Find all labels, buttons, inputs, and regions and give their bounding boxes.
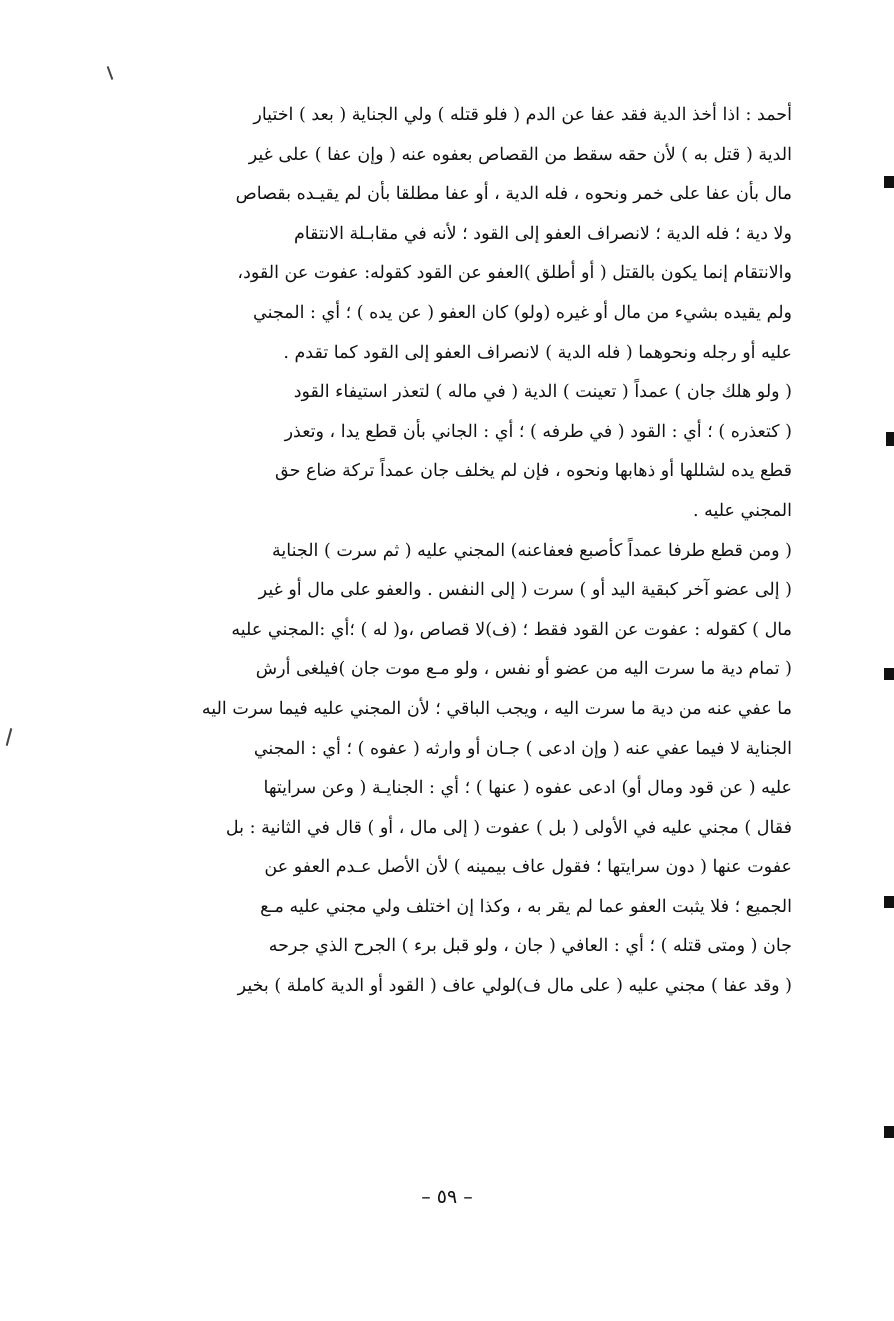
text-line: ولا دية ؛ فله الدية ؛ لانصراف العفو إلى القود ؛ لأنه في مقابـلة الانتقام [293, 223, 792, 244]
text-line: ( تمام دية ما سرت اليه من عضو أو نفس ، ولو مـع موت جان )فيلغى أرش [255, 659, 792, 680]
body-text [110, 96, 792, 1007]
text-line: ( كتعذره ) ؛ أي : القود ( في طرفه ) ؛ أي : الجاني بأن قطع يدا ، وتعذر [284, 421, 792, 442]
text-line: الجناية لا فيما عفي عنه ( وإن ادعى ) جـان أو وارثه ( عفوه ) ؛ أي : المجني [253, 738, 792, 759]
margin-mark [884, 668, 894, 680]
text-line: المجني عليه . [692, 500, 792, 521]
text-line: عفوت عنها ( دون سرايتها ؛ فقول عاف بيمينه ) لأن الأصل عـدم العفو عن [264, 857, 792, 878]
margin-mark [884, 1126, 894, 1138]
text-line: عليه ( عن قود ومال أو) ادعى عفوه ( عنها ) ؛ أي : الجنايـة ( وعن سرايتها [263, 778, 792, 799]
text-line: عليه أو رجله ونحوهما ( فله الدية ) لانصراف العفو إلى القود كما تقدم . [283, 342, 792, 363]
text-line: مال بأن عفا على خمر ونحوه ، فله الدية ، أو عفا مطلقا بأن لم يقيـده بقصاص [235, 184, 792, 205]
text-line: الجميع ؛ فلا يثبت العفو عما لم يقر به ، وكذا إن اختلف ولي مجني عليه مـع [260, 896, 792, 917]
text-line: ( وقد عفا ) مجني عليه ( على مال ف)لولي عاف ( القود أو الدية كاملة ) بخير [237, 976, 792, 997]
text-line: والانتقام إنما يكون بالقتل ( أو أطلق )العفو عن القود كقوله: عفوت عن القود، [237, 263, 792, 284]
text-line: أحمد : اذا أخذ الدية فقد عفا عن الدم ( فلو قتله ) ولي الجناية ( بعد ) اختيار [253, 105, 792, 125]
margin-mark [886, 432, 894, 446]
text-line: فقال ) مجني عليه في الأولى ( بل ) عفوت ( إلى مال ، أو ) قال في الثانية : بل [225, 817, 792, 838]
text-line: الدية ( قتل به ) لأن حقه سقط من القصاص بعفوه عنه ( وإن عفا ) على غير [248, 144, 792, 165]
text-line: ( ومن قطع طرفا عمداً كأصبع فعفاعنه) المجني عليه ( ثم سرت ) الجناية [272, 540, 792, 561]
text-line: ( ولو هلك جان ) عمداً ( تعينت ) الدية ( في ماله ) لتعذر استيفاء القود [293, 382, 792, 403]
scan-tick [6, 728, 13, 746]
text-line: ما عفي عنه من دية ما سرت اليه ، ويجب الباقي ؛ لأن المجني عليه فيما سرت اليه [201, 698, 792, 719]
page-number: – ٥٩ – [421, 1186, 473, 1208]
text-line: قطع يده لشللها أو ذهابها ونحوه ، فإن لم يخلف جان عمداً تركة ضاع حق [275, 461, 792, 482]
text-line: مال ) كقوله : عفوت عن القود فقط ؛ (ف)لا قصاص ،و( له ) ؛أي :المجني عليه [231, 619, 792, 640]
scan-tick [107, 66, 114, 80]
text-line: ( إلى عضو آخر كبقية اليد أو ) سرت ( إلى النفس . والعفو على مال أو غير [258, 580, 792, 601]
text-line: ولم يقيده بشيء من مال أو غيره (ولو) كان العفو ( عن يده ) ؛ أي : المجني [253, 302, 792, 323]
text-line: جان ( ومتى قتله ) ؛ أي : العافي ( جان ، ولو قبل برء ) الجرح الذي جرحه [268, 936, 792, 957]
margin-mark [884, 896, 894, 908]
margin-mark [884, 176, 894, 188]
